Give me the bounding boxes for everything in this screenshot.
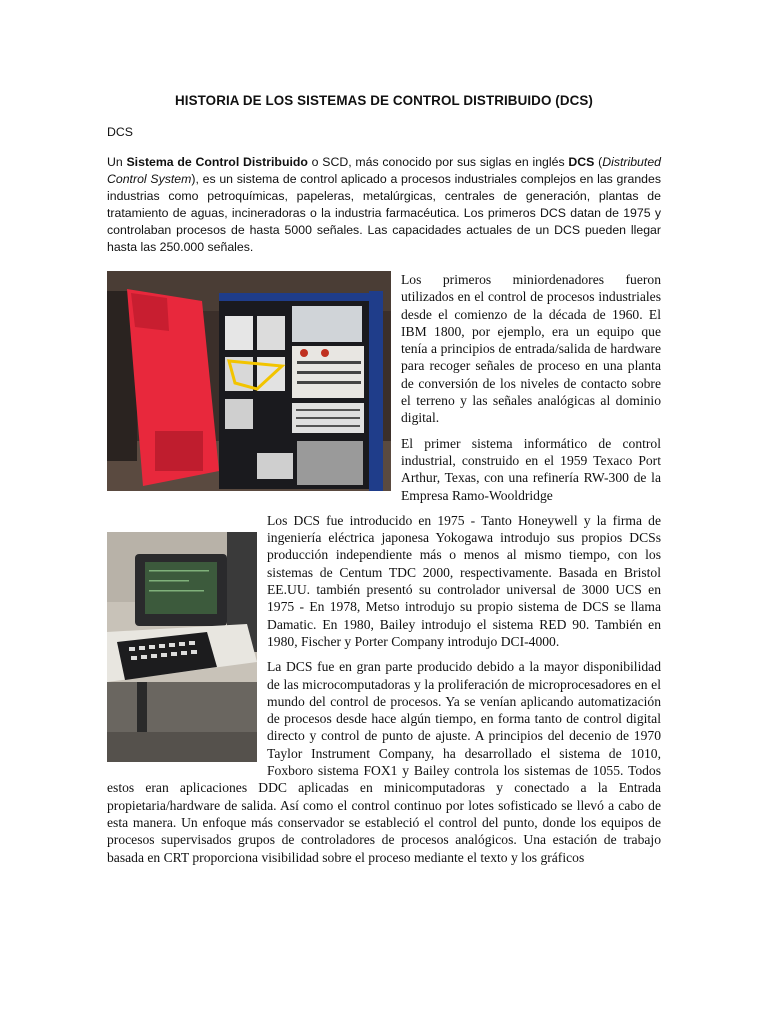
ibm-1800-cabinet-photo bbox=[107, 271, 391, 491]
paragraph-1: Los primeros miniordenadores fueron utilizados en el control de procesos industriales desde el comienzo de la década de 1960. El IBM 1800, por ejemplo, era un equipo que tenía a principios de entrada/salida de hardware para recoger señales de proceso en una planta de conversión de los niveles de contacto sobre el terreno y las señales analógicas al dominio digital. bbox=[401, 272, 661, 426]
intro-paragraph bbox=[107, 154, 661, 256]
intro-term-italic: Distributed Control System bbox=[107, 155, 661, 186]
intro-text-3: ( bbox=[594, 155, 603, 169]
intro-term-bold: Sistema de Control Distribuido bbox=[126, 155, 308, 169]
intro-text-1: Un bbox=[107, 155, 127, 169]
paragraph-2: El primer sistema informático de control industrial, construido en el 1959 Texaco Port Arthur, Texas, con una refinería RW-300 de la Empresa Ramo-Wooldridge bbox=[401, 435, 661, 503]
page-title: HISTORIA DE LOS SISTEMAS DE CONTROL DISTRIBUIDO (DCS) bbox=[175, 93, 593, 108]
intro-acronym-bold: DCS bbox=[568, 155, 595, 169]
paragraph-3: Los DCS fue introducido en 1975 - Tanto Honeywell y la firma de ingeniería eléctrica japonesa Yokogawa introdujo sus propios DCSs producción independiente más o menos al mismo tiempo, con los sistemas de Centum TDC 2000, respectivamente. Basada en Bristol EE.UU. también presentó su controlador universal de 3000 UCS en 1975 - En 1978, Metso introdujo su propio sistema de DCS se llama Damatic. En 1980, Bailey introdujo el sistema RED 90. También en 1980, Fischer y Porter Company introdujo DCI-4000. bbox=[267, 512, 661, 649]
intro-text-4: ), es un sistema de control aplicado a procesos industriales complejos en las grandes industrias como petroquímicas, papeleras, metalúrgicas, centrales de generación, plantas de tratamiento de aguas, incineradoras o la industria farmacéutica. Los primeros DCS datan de 1975 y controlaban procesos de hasta 5000 señales. Las capacidades actuales de un DCS pueden llegar hasta las 250.000 señales. bbox=[107, 172, 661, 254]
body-text bbox=[107, 271, 661, 874]
crt-terminal-photo bbox=[107, 532, 257, 762]
intro-text-2: o SCD, más conocido por sus siglas en inglés bbox=[307, 155, 569, 169]
section-heading: DCS bbox=[107, 125, 133, 139]
paragraph-4: La DCS fue en gran parte producido debido a la mayor disponibilidad de las microcomputadoras y la proliferación de microprocesadores en el mundo del control de procesos. Ya se venían aplicando automatización de procesos desde hace algún tiempo, en forma tanto de control digital directo y control de punto de ajuste. A principios del decenio de 1970 Taylor Instrument Company, ha desarrollado el sistema de 1010, Foxboro sistema FOX1 y Bailey controla los sistemas de 1055. Todos estos eran aplicaciones DDC aplicadas en minicomputadoras y conectado a la Entrada propietaria/hardware de salida. Así como el control continuo por lotes sofisticado se llevó a cabo de esta manera. Un enfoque más conservador se estableció el control del punto, donde los equipos de procesos supervisados grupos de controladores de procesos analógicos. Una estación de trabajo basada en CRT proporciona visibilidad sobre el proceso mediante el texto y los gráficos bbox=[107, 659, 661, 865]
